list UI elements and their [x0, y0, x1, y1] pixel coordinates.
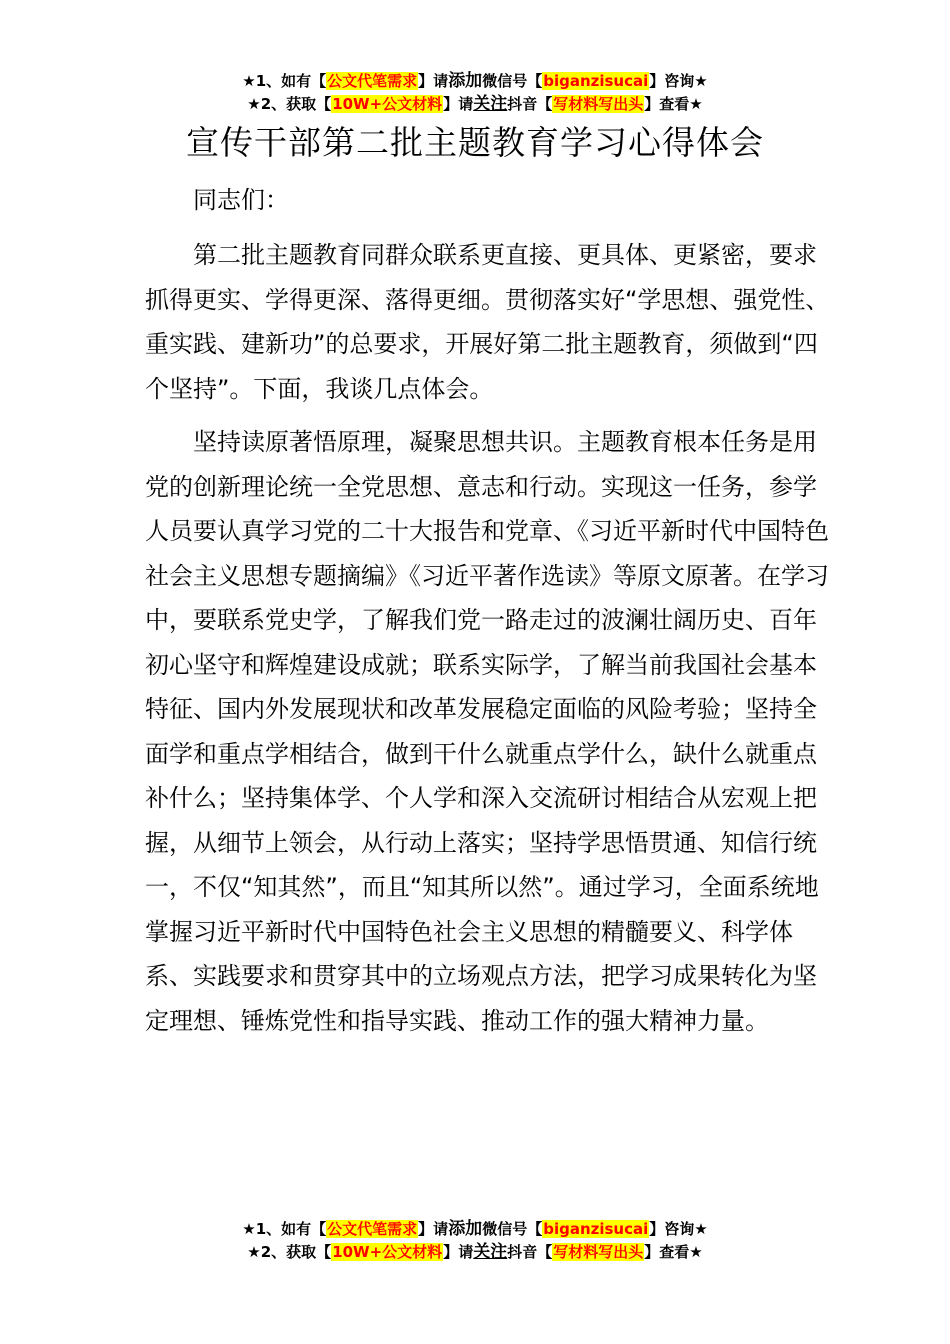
- star-icon: ★: [242, 1220, 256, 1238]
- highlight-douyin: 写材料写出头: [553, 95, 644, 113]
- banner-line-2: ★2、获取【10W+公文材料】请关注抖音【写材料写出头】查看★: [247, 1242, 703, 1262]
- header-banner: [0, 70, 950, 116]
- star-icon: ★: [689, 1243, 703, 1261]
- highlight-douyin: 写材料写出头: [553, 1243, 644, 1261]
- banner-line-1: ★1、如有【公文代笔需求】请添加微信号【biganzisucai】咨询★: [242, 71, 708, 91]
- star-icon: ★: [689, 95, 703, 113]
- highlight-materials: 10W+公文材料: [332, 95, 443, 113]
- banner-line-1: ★1、如有【公文代笔需求】请添加微信号【biganzisucai】咨询★: [242, 1219, 708, 1239]
- highlight-materials: 10W+公文材料: [332, 1243, 443, 1261]
- highlight-wechat-id: biganzisucai: [543, 1220, 649, 1238]
- highlight-service: 公文代笔需求: [327, 1220, 418, 1238]
- star-icon: ★: [247, 95, 261, 113]
- banner-line-2: ★2、获取【10W+公文材料】请关注抖音【写材料写出头】查看★: [247, 94, 703, 114]
- footer-banner: [0, 1218, 950, 1264]
- highlight-service: 公文代笔需求: [327, 72, 418, 90]
- greeting: [145, 178, 835, 223]
- document-title: 宣传干部第二批主题教育学习心得体会: [186, 123, 764, 162]
- paragraph-1: [145, 233, 835, 411]
- star-icon: ★: [242, 72, 256, 90]
- star-icon: ★: [694, 72, 708, 90]
- greeting-text: 同志们：: [193, 186, 289, 214]
- paragraph-2: [145, 420, 835, 1043]
- star-icon: ★: [247, 1243, 261, 1261]
- highlight-wechat-id: biganzisucai: [543, 72, 649, 90]
- star-icon: ★: [694, 1220, 708, 1238]
- paragraph-text: 第二批主题教育同群众联系更直接、更具体、更紧密，要求抓得更实、学得更深、落得更细。贯彻落实好“学思想、强党性、重实践、建新功”的总要求，开展好第二批主题教育，须做到“四个坚持”。下面，我谈几点体会。: [145, 241, 830, 403]
- paragraph-text: 坚持读原著悟原理，凝聚思想共识。主题教育根本任务是用党的创新理论统一全党思想、意志和行动。实现这一任务，参学人员要认真学习党的二十大报告和党章、《习近平新时代中国特色社会主义思想专题摘编》《习近平著作选读》等原文原著。在学习中，要联系党史学，了解我们党一路走过的波澜壮阔历史、百年初心坚守和辉煌建设成就；联系实际学，了解当前我国社会基本特征、国内外发展现状和改革发展稳定面临的风险考验；坚持全面学和重点学相结合，做到干什么就重点学什么，缺什么就重点补什么；坚持集体学、个人学和深入交流研讨相结合从宏观上把握，从细节上领会，从行动上落实；坚持学思悟贯通、知信行统一，不仅“知其然”，而且“知其所以然”。通过学习，全面系统地掌握习近平新时代中国特色社会主义思想的精髓要义、科学体系、实践要求和贯穿其中的立场观点方法，把学习成果转化为坚定理想、锤炼党性和指导实践、推动工作的强大精神力量。: [145, 428, 829, 1035]
